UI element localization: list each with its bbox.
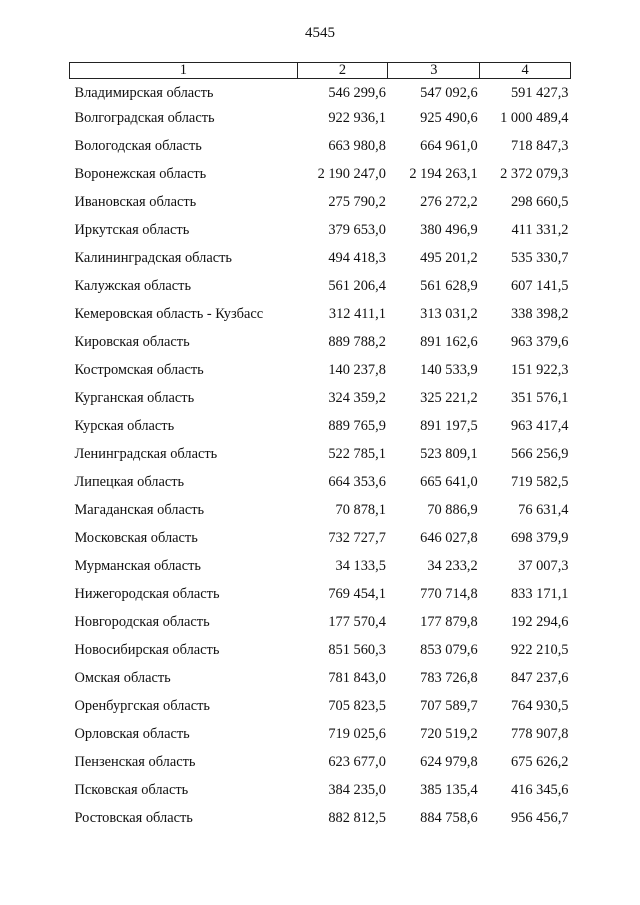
region-name-cell: Кировская область — [74, 334, 190, 350]
value-col4-cell: 675 626,2 — [510, 754, 569, 770]
value-col2-cell: 2 190 247,0 — [317, 166, 386, 182]
value-col2-cell: 384 235,0 — [328, 782, 386, 798]
value-col2-cell: 324 359,2 — [328, 390, 386, 406]
value-col2-cell: 732 727,7 — [328, 530, 386, 546]
value-col2-cell: 494 418,3 — [328, 250, 386, 266]
table-row — [70, 552, 571, 580]
value-col3-cell: 325 221,2 — [420, 390, 478, 406]
value-col4-cell: 719 582,5 — [510, 474, 569, 490]
value-col4-cell: 963 379,6 — [510, 334, 569, 350]
value-col4-cell: 764 930,5 — [510, 698, 569, 714]
value-col4-cell: 718 847,3 — [510, 138, 569, 154]
value-col3-cell: 70 886,9 — [427, 502, 478, 518]
region-name-cell: Оренбургская область — [74, 698, 210, 714]
region-name-cell: Воронежская область — [74, 166, 207, 182]
value-col3-cell: 646 027,8 — [420, 530, 478, 546]
table-row — [70, 384, 571, 412]
table-row — [70, 216, 571, 244]
value-col4-cell: 411 331,2 — [511, 222, 569, 238]
value-col3-cell: 891 162,6 — [420, 334, 478, 350]
value-col4-cell: 922 210,5 — [510, 642, 569, 658]
table-row — [70, 692, 571, 720]
region-name-cell: Псковская область — [74, 782, 189, 798]
value-col4-cell: 956 456,7 — [510, 810, 569, 826]
value-col2-cell: 522 785,1 — [328, 446, 386, 462]
value-col4-cell: 351 576,1 — [510, 390, 569, 406]
value-col3-cell: 853 079,6 — [420, 642, 478, 658]
value-col3-cell: 891 197,5 — [420, 418, 478, 434]
value-col4-cell: 963 417,4 — [510, 418, 569, 434]
value-col4-cell: 338 398,2 — [510, 306, 569, 322]
table-row — [70, 188, 571, 216]
value-col2-cell: 705 823,5 — [328, 698, 386, 714]
value-col4-cell: 298 660,5 — [510, 194, 569, 210]
table-row — [70, 412, 571, 440]
value-col4-cell: 76 631,4 — [518, 502, 569, 518]
region-name-cell: Мурманская область — [74, 558, 201, 574]
table-row — [70, 328, 571, 356]
region-name-cell: Курганская область — [74, 390, 195, 406]
value-col2-cell: 140 237,8 — [328, 362, 386, 378]
value-col4-cell: 2 372 079,3 — [500, 166, 569, 182]
region-name-cell: Костромская область — [74, 362, 204, 378]
value-col4-cell: 37 007,3 — [518, 558, 569, 574]
value-col4-cell: 566 256,9 — [510, 446, 569, 462]
region-name-cell: Ивановская область — [74, 194, 197, 210]
region-name-cell: Калининградская область — [74, 250, 232, 266]
table-row — [70, 244, 571, 272]
region-name-cell: Кемеровская область - Кузбасс — [74, 306, 264, 322]
value-col3-cell: 884 758,6 — [420, 810, 478, 826]
value-col4-cell: 151 922,3 — [510, 362, 569, 378]
value-col3-cell: 34 233,2 — [427, 558, 478, 574]
region-name-cell: Владимирская область — [74, 85, 214, 101]
value-col3-cell: 665 641,0 — [420, 474, 478, 490]
table-row — [70, 160, 571, 188]
value-col2-cell: 851 560,3 — [328, 642, 386, 658]
value-col3-cell: 523 809,1 — [420, 446, 478, 462]
value-col3-cell: 380 496,9 — [420, 222, 478, 238]
value-col2-cell: 889 788,2 — [328, 334, 386, 350]
table-row — [70, 468, 571, 496]
value-col3-cell: 561 628,9 — [420, 278, 478, 294]
value-col3-cell: 783 726,8 — [420, 670, 478, 686]
region-name-cell: Волгоградская область — [74, 110, 215, 126]
value-col3-cell: 720 519,2 — [420, 726, 478, 742]
value-col2-cell: 70 878,1 — [335, 502, 386, 518]
value-col4-cell: 1 000 489,4 — [500, 110, 569, 126]
value-col3-cell: 770 714,8 — [420, 586, 478, 602]
table-row — [70, 300, 571, 328]
value-col2-cell: 882 812,5 — [328, 810, 386, 826]
region-name-cell: Калужская область — [74, 278, 192, 294]
value-col2-cell: 781 843,0 — [328, 670, 386, 686]
value-col2-cell: 546 299,6 — [328, 85, 386, 101]
region-name-cell: Липецкая область — [74, 474, 185, 490]
value-col3-cell: 707 589,7 — [420, 698, 478, 714]
table-row — [70, 776, 571, 804]
table-row — [70, 580, 571, 608]
page-number: 4545 — [305, 25, 335, 41]
value-col2-cell: 664 353,6 — [328, 474, 386, 490]
column-header-1: 1 — [70, 63, 298, 79]
value-col3-cell: 624 979,8 — [420, 754, 478, 770]
data-table — [69, 62, 571, 832]
value-col3-cell: 276 272,2 — [420, 194, 478, 210]
value-col2-cell: 275 790,2 — [328, 194, 386, 210]
value-col4-cell: 833 171,1 — [510, 586, 569, 602]
value-col2-cell: 889 765,9 — [328, 418, 386, 434]
value-col3-cell: 664 961,0 — [420, 138, 478, 154]
column-header-4: 4 — [480, 63, 571, 79]
region-name-cell: Новгородская область — [74, 614, 210, 630]
region-name-cell: Ростовская область — [74, 810, 193, 826]
region-name-cell: Московская область — [74, 530, 198, 546]
header-row — [70, 63, 571, 79]
region-name-cell: Новосибирская область — [74, 642, 220, 658]
value-col4-cell: 591 427,3 — [510, 85, 569, 101]
column-header-3: 3 — [388, 63, 480, 79]
value-col3-cell: 547 092,6 — [420, 85, 478, 101]
value-col2-cell: 769 454,1 — [328, 586, 386, 602]
value-col3-cell: 495 201,2 — [420, 250, 478, 266]
value-col4-cell: 416 345,6 — [510, 782, 569, 798]
region-name-cell: Курская область — [74, 418, 175, 434]
value-col2-cell: 922 936,1 — [328, 110, 386, 126]
table-row — [70, 104, 571, 132]
value-col3-cell: 177 879,8 — [420, 614, 478, 630]
table-row — [70, 664, 571, 692]
region-name-cell: Пензенская область — [74, 754, 196, 770]
table-row — [70, 272, 571, 300]
value-col2-cell: 379 653,0 — [328, 222, 386, 238]
table-row — [70, 524, 571, 552]
value-col2-cell: 561 206,4 — [328, 278, 386, 294]
value-col2-cell: 719 025,6 — [328, 726, 386, 742]
table-row — [70, 356, 571, 384]
value-col4-cell: 192 294,6 — [510, 614, 569, 630]
value-col4-cell: 847 237,6 — [510, 670, 569, 686]
value-col3-cell: 313 031,2 — [420, 306, 478, 322]
region-name-cell: Нижегородская область — [74, 586, 220, 602]
table-row — [70, 608, 571, 636]
table-row — [70, 748, 571, 776]
region-name-cell: Иркутская область — [74, 222, 190, 238]
region-name-cell: Вологодская область — [74, 138, 202, 154]
value-col3-cell: 385 135,4 — [420, 782, 478, 798]
table-row — [70, 440, 571, 468]
table-row — [70, 496, 571, 524]
region-name-cell: Ленинградская область — [74, 446, 218, 462]
table-row — [70, 804, 571, 832]
value-col4-cell: 535 330,7 — [510, 250, 569, 266]
table-row — [70, 720, 571, 748]
value-col4-cell: 698 379,9 — [510, 530, 569, 546]
region-name-cell: Магаданская область — [74, 502, 205, 518]
value-col2-cell: 312 411,1 — [328, 306, 386, 322]
table-row — [70, 636, 571, 664]
region-name-cell: Омская область — [74, 670, 171, 686]
column-header-2: 2 — [297, 63, 388, 79]
region-name-cell: Орловская область — [74, 726, 190, 742]
value-col2-cell: 177 570,4 — [328, 614, 386, 630]
value-col2-cell: 663 980,8 — [328, 138, 386, 154]
value-col4-cell: 607 141,5 — [510, 278, 569, 294]
value-col4-cell: 778 907,8 — [510, 726, 569, 742]
table-row — [70, 132, 571, 160]
value-col2-cell: 34 133,5 — [335, 558, 386, 574]
value-col2-cell: 623 677,0 — [328, 754, 386, 770]
value-col3-cell: 2 194 263,1 — [409, 166, 478, 182]
table-row — [70, 79, 571, 105]
value-col3-cell: 140 533,9 — [420, 362, 478, 378]
value-col3-cell: 925 490,6 — [420, 110, 478, 126]
table-body — [70, 79, 571, 833]
table-header — [70, 63, 571, 79]
